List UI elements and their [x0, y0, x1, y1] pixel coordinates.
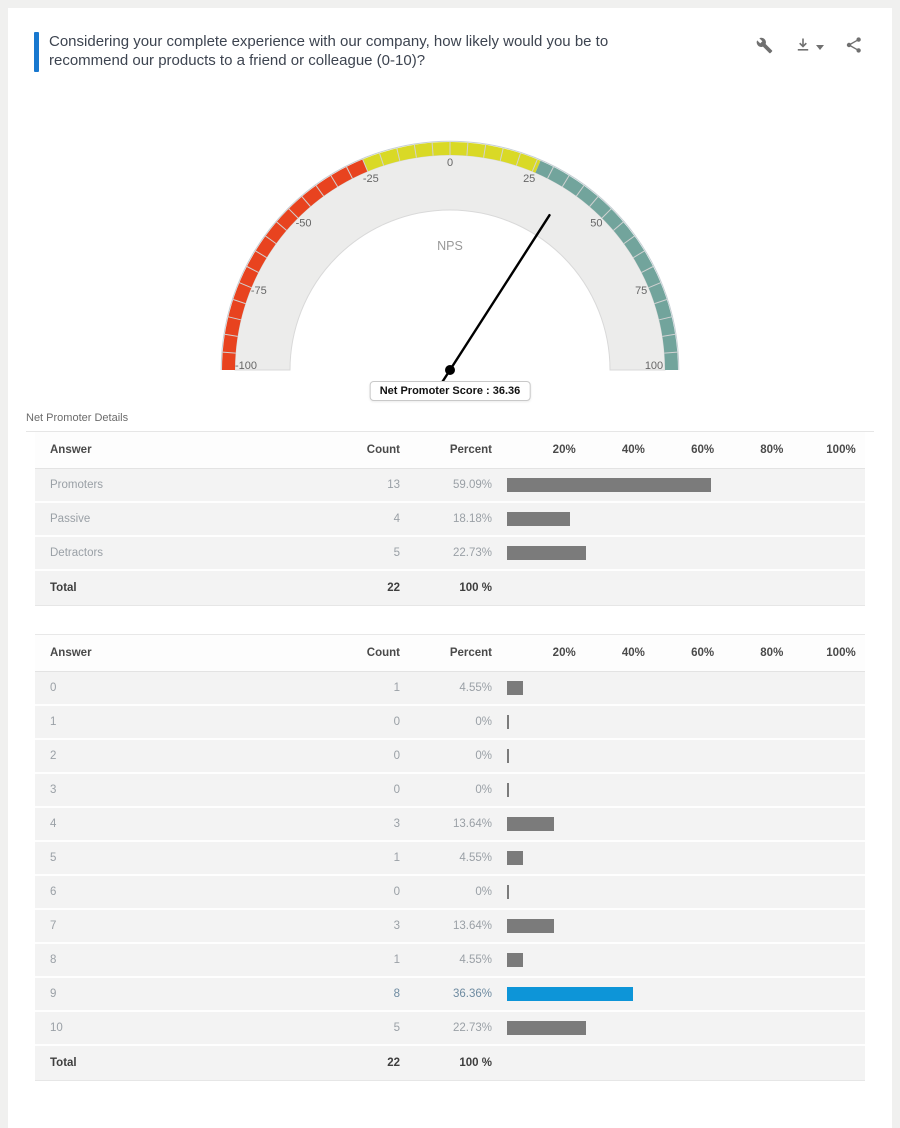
percent-cell: 13.64%: [452, 920, 492, 932]
answer-cell: 8: [50, 954, 57, 966]
gauge-tick-label: -50: [295, 217, 312, 230]
column-header-percent: Percent: [449, 647, 492, 659]
answer-cell: 3: [50, 784, 57, 796]
gauge-tick-label: -75: [250, 284, 267, 297]
bar-track: [507, 808, 853, 840]
percent-bar: [507, 851, 523, 865]
percent-bar: [507, 817, 554, 831]
answer-cell: 10: [50, 1022, 63, 1034]
bar-track: [507, 469, 853, 501]
question-accent-bar: [34, 32, 39, 72]
answer-cell: 6: [50, 886, 57, 898]
count-cell: 1: [393, 682, 400, 694]
bar-track: [507, 503, 853, 535]
question-text: Considering your complete experience with our company, how likely would you be to recommend our products to a friend or colleague (0-10)?: [49, 33, 609, 69]
count-cell: 3: [393, 920, 400, 932]
bar-track: [507, 537, 853, 569]
answer-cell: 1: [50, 716, 57, 728]
bar-track: [507, 978, 853, 1010]
bar-track: [507, 842, 853, 874]
percent-bar: [507, 953, 523, 967]
bar-track: [507, 740, 853, 772]
table-total-row: [35, 1046, 865, 1080]
bar-cell: [497, 503, 865, 535]
table-row: [35, 537, 865, 571]
total-label: Total: [50, 1057, 77, 1069]
gauge-dial: [235, 155, 665, 370]
bar-scale-tick: 80%: [760, 444, 784, 456]
count-cell: 5: [393, 547, 400, 559]
count-cell: 8: [393, 988, 400, 1000]
percent-bar: [507, 885, 509, 899]
bar-cell: [497, 537, 865, 569]
column-header-count: Count: [366, 647, 400, 659]
table-header-row: [35, 635, 865, 672]
answer-cell: 2: [50, 750, 57, 762]
answer-cell: 9: [50, 988, 57, 1000]
answer-cell: 7: [50, 920, 57, 932]
share-icon[interactable]: [846, 37, 862, 53]
question-header: [8, 8, 892, 72]
gauge-tick-label: 75: [635, 284, 648, 297]
bar-cell: [497, 876, 865, 908]
percent-cell: 22.73%: [452, 547, 492, 559]
bar-cell: [497, 1012, 865, 1044]
column-header-percent: Percent: [449, 444, 492, 456]
answer-cell: 4: [50, 818, 57, 830]
table-row: [35, 808, 865, 842]
answer-cell: Detractors: [50, 547, 104, 559]
bar-cell: [497, 469, 865, 501]
bar-scale-header: [497, 432, 865, 468]
bar-scale-tick: 40%: [621, 647, 645, 659]
count-cell: 0: [393, 716, 400, 728]
percent-bar: [507, 783, 509, 797]
bar-scale-header: [497, 635, 865, 671]
bar-scale-track: [507, 432, 856, 468]
total-percent: 100 %: [459, 582, 492, 594]
total-count: 22: [387, 1057, 400, 1069]
total-label: Total: [50, 582, 77, 594]
percent-cell: 4.55%: [459, 852, 492, 864]
table-row: [35, 503, 865, 537]
percent-bar: [507, 987, 633, 1001]
bar-cell: [497, 910, 865, 942]
bar-cell: [497, 740, 865, 772]
bar-scale-tick: 20%: [552, 647, 576, 659]
gauge-tick-label: 100: [644, 360, 664, 372]
total-percent: 100 %: [459, 1057, 492, 1069]
table-row: [35, 876, 865, 910]
bar-scale-tick: 60%: [691, 647, 715, 659]
bar-scale-tick: 100%: [826, 647, 856, 659]
bar-track: [507, 910, 853, 942]
bar-cell: [497, 774, 865, 806]
bar-track: [507, 1012, 853, 1044]
download-icon[interactable]: [795, 37, 824, 53]
nps-gauge-svg: [190, 130, 710, 398]
header-toolbar: [756, 32, 862, 54]
gauge-tick-label: -100: [234, 360, 258, 372]
table-row: [35, 774, 865, 808]
report-card: [8, 8, 892, 1128]
table-row: [35, 842, 865, 876]
percent-bar: [507, 546, 586, 560]
bar-scale-tick: 80%: [760, 647, 784, 659]
percent-cell: 0%: [475, 784, 492, 796]
count-cell: 1: [393, 852, 400, 864]
bar-cell-empty: [497, 571, 865, 605]
table-row: [35, 1012, 865, 1046]
section-title: Net Promoter Details: [26, 412, 874, 432]
gauge-tick-label: 50: [590, 217, 603, 230]
bar-track: [507, 876, 853, 908]
settings-wrench-icon[interactable]: [756, 37, 773, 54]
gauge-title: NPS: [437, 239, 463, 253]
total-count: 22: [387, 582, 400, 594]
percent-cell: 0%: [475, 716, 492, 728]
table-row: [35, 672, 865, 706]
percent-bar: [507, 512, 570, 526]
bar-track: [507, 944, 853, 976]
percent-cell: 4.55%: [459, 954, 492, 966]
count-cell: 0: [393, 750, 400, 762]
nps-gauge: [190, 130, 710, 398]
table-row: [35, 944, 865, 978]
table-row: [35, 740, 865, 774]
answer-cell: 5: [50, 852, 57, 864]
gauge-tick-label: 25: [523, 172, 536, 185]
bar-cell: [497, 944, 865, 976]
percent-cell: 22.73%: [452, 1022, 492, 1034]
bar-scale-tick: 40%: [621, 444, 645, 456]
percent-cell: 13.64%: [452, 818, 492, 830]
percent-cell: 59.09%: [452, 479, 492, 491]
answer-cell: Passive: [50, 513, 91, 525]
column-header-answer: Answer: [50, 444, 92, 456]
bar-scale-track: [507, 635, 856, 671]
gauge-tick-label: 0: [446, 157, 454, 169]
bar-track: [507, 774, 853, 806]
percent-cell: 0%: [475, 886, 492, 898]
percent-cell: 36.36%: [452, 988, 492, 1000]
column-header-answer: Answer: [50, 647, 92, 659]
table-row: [35, 910, 865, 944]
percent-bar: [507, 919, 554, 933]
bar-scale-tick: 20%: [552, 444, 576, 456]
table-total-row: [35, 571, 865, 605]
percent-cell: 0%: [475, 750, 492, 762]
bar-cell: [497, 978, 865, 1010]
percent-cell: 4.55%: [459, 682, 492, 694]
percent-bar: [507, 715, 509, 729]
answer-cell: 0: [50, 682, 57, 694]
count-cell: 4: [393, 513, 400, 525]
download-caret-icon: [816, 45, 824, 50]
percent-cell: 18.18%: [452, 513, 492, 525]
bar-cell: [497, 842, 865, 874]
bar-cell: [497, 808, 865, 840]
table-row: [35, 706, 865, 740]
count-cell: 0: [393, 886, 400, 898]
count-cell: 0: [393, 784, 400, 796]
count-cell: 1: [393, 954, 400, 966]
percent-bar: [507, 681, 523, 695]
gauge-tick-label: -25: [362, 172, 379, 185]
count-cell: 3: [393, 818, 400, 830]
gauge-value-tooltip: Net Promoter Score : 36.36: [370, 381, 531, 401]
count-cell: 5: [393, 1022, 400, 1034]
bar-cell: [497, 672, 865, 704]
column-header-count: Count: [366, 444, 400, 456]
bar-track: [507, 706, 853, 738]
answer-cell: Promoters: [50, 479, 104, 491]
nps-summary-table: [35, 432, 865, 606]
bar-scale-tick: 100%: [826, 444, 856, 456]
answer-distribution-table: [35, 634, 865, 1081]
table-row: [35, 469, 865, 503]
bar-cell: [497, 706, 865, 738]
table-row: [35, 978, 865, 1012]
bar-track: [507, 672, 853, 704]
percent-bar: [507, 749, 509, 763]
count-cell: 13: [387, 479, 400, 491]
percent-bar: [507, 1021, 586, 1035]
bar-cell-empty: [497, 1046, 865, 1080]
percent-bar: [507, 478, 711, 492]
bar-scale-tick: 60%: [691, 444, 715, 456]
gauge-needle-pivot: [445, 365, 455, 375]
table-header-row: [35, 432, 865, 469]
